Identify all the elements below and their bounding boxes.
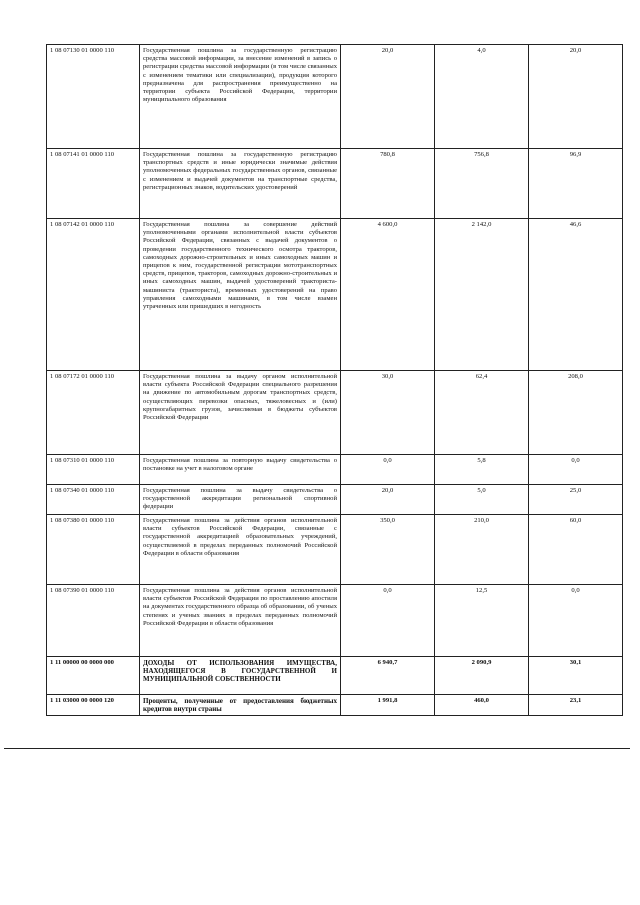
actual-value-cell: 5,8 <box>435 455 529 485</box>
actual-value-cell: 2 142,0 <box>435 219 529 371</box>
revenue-name-cell: Проценты, полученные от предоставления бюджетных кредитов внутри страны <box>140 695 341 716</box>
budget-code-cell: 1 08 07380 01 0000 110 <box>47 515 140 585</box>
percent-value-cell: 96,9 <box>529 149 623 219</box>
percent-value-cell: 23,1 <box>529 695 623 716</box>
page-divider <box>4 748 630 749</box>
planned-value-cell: 0,0 <box>341 585 435 657</box>
table-row <box>47 371 623 455</box>
budget-code-cell: 1 08 07340 01 0000 110 <box>47 485 140 515</box>
budget-code-cell: 1 08 07130 01 0000 110 <box>47 45 140 149</box>
table-row <box>47 149 623 219</box>
actual-value-cell: 4,0 <box>435 45 529 149</box>
planned-value-cell: 0,0 <box>341 455 435 485</box>
table-row <box>47 585 623 657</box>
percent-value-cell: 46,6 <box>529 219 623 371</box>
planned-value-cell: 1 991,8 <box>341 695 435 716</box>
actual-value-cell: 62,4 <box>435 371 529 455</box>
revenue-name-cell: Государственная пошлина за повторную выдачу свидетельства о постановке на учет в налоговом органе <box>140 455 341 485</box>
revenue-name-cell: Государственная пошлина за совершение действий уполномоченными органами исполнительной власти субъектов Российской Федерации, связанных с выдачей документов о проведении государственного технического осмотра тракторов, самоходных дорожно-строительных и иных самоходных машин и прицепов к ним, государственной регистрации мототранспортных средств, прицепов, тракторов, самоходных дорожно-строительных и иных самоходных машин, выдачей удостоверений тракториста-машиниста (тракториста), временных удостоверений на право управления самоходными машинами, в том числе взамен утраченных или пришедших в негодность <box>140 219 341 371</box>
planned-value-cell: 6 940,7 <box>341 657 435 695</box>
planned-value-cell: 4 600,0 <box>341 219 435 371</box>
budget-code-cell: 1 08 07172 01 0000 110 <box>47 371 140 455</box>
revenue-table <box>46 44 623 716</box>
planned-value-cell: 780,8 <box>341 149 435 219</box>
planned-value-cell: 20,0 <box>341 45 435 149</box>
table-row <box>47 515 623 585</box>
table-row <box>47 45 623 149</box>
budget-code-cell: 1 11 00000 00 0000 000 <box>47 657 140 695</box>
revenue-name-cell: Государственная пошлина за действия органов исполнительной власти субъектов Российской Федерации по проставлению апостиля на документах государственного образца об образовании, об ученых степенях и ученых званиях в пределах переданных полномочий Российской Федерации в области образования <box>140 585 341 657</box>
budget-code-cell: 1 08 07142 01 0000 110 <box>47 219 140 371</box>
revenue-table-page <box>46 44 601 716</box>
table-row <box>47 455 623 485</box>
actual-value-cell: 2 090,9 <box>435 657 529 695</box>
revenue-name-cell: Государственная пошлина за государственную регистрацию средства массовой информации, за внесение изменений в запись о регистрации средства массовой информации (в том числе связанных с изменением тематики или специализации), продукция которого предназначена для распространения преимущественно на территории субъекта Российской Федерации, территории муниципального образования <box>140 45 341 149</box>
table-row <box>47 657 623 695</box>
actual-value-cell: 756,8 <box>435 149 529 219</box>
planned-value-cell: 350,0 <box>341 515 435 585</box>
revenue-name-cell: Государственная пошлина за выдачу органом исполнительной власти субъекта Российской Федерации специального разрешения на движение по автомобильным дорогам транспортных средств, осуществляющих перевозки опасных, тяжеловесных и (или) крупногабаритных грузов, зачисляемая в бюджеты субъектов Российской Федерации <box>140 371 341 455</box>
revenue-name-cell: ДОХОДЫ ОТ ИСПОЛЬЗОВАНИЯ ИМУЩЕСТВА, НАХОДЯЩЕГОСЯ В ГОСУДАРСТВЕННОЙ И МУНИЦИПАЛЬНОЙ СОБСТВЕННОСТИ <box>140 657 341 695</box>
actual-value-cell: 210,0 <box>435 515 529 585</box>
budget-code-cell: 1 08 07310 01 0000 110 <box>47 455 140 485</box>
table-row <box>47 695 623 716</box>
revenue-name-cell: Государственная пошлина за действия органов исполнительной власти субъектов Российской Федерации, связанные с государственной аккредитацией образовательных учреждений, осуществляемой в пределах переданных полномочий Российской Федерации в области образования <box>140 515 341 585</box>
percent-value-cell: 60,0 <box>529 515 623 585</box>
table-row <box>47 485 623 515</box>
budget-code-cell: 1 08 07390 01 0000 110 <box>47 585 140 657</box>
budget-code-cell: 1 08 07141 01 0000 110 <box>47 149 140 219</box>
table-row <box>47 219 623 371</box>
actual-value-cell: 5,0 <box>435 485 529 515</box>
budget-code-cell: 1 11 03000 00 0000 120 <box>47 695 140 716</box>
percent-value-cell: 0,0 <box>529 455 623 485</box>
percent-value-cell: 20,0 <box>529 45 623 149</box>
planned-value-cell: 30,0 <box>341 371 435 455</box>
percent-value-cell: 30,1 <box>529 657 623 695</box>
percent-value-cell: 0,0 <box>529 585 623 657</box>
actual-value-cell: 12,5 <box>435 585 529 657</box>
actual-value-cell: 460,0 <box>435 695 529 716</box>
planned-value-cell: 20,0 <box>341 485 435 515</box>
percent-value-cell: 25,0 <box>529 485 623 515</box>
revenue-name-cell: Государственная пошлина за выдачу свидетельства о государственной аккредитации региональной спортивной федерации <box>140 485 341 515</box>
percent-value-cell: 208,0 <box>529 371 623 455</box>
revenue-name-cell: Государственная пошлина за государственную регистрацию транспортных средств и иные юридически значимые действия уполномоченных федеральных государственных органов, связанные с изменением и выдачей документов на транспортные средства, регистрационных знаков, водительских удостоверений <box>140 149 341 219</box>
